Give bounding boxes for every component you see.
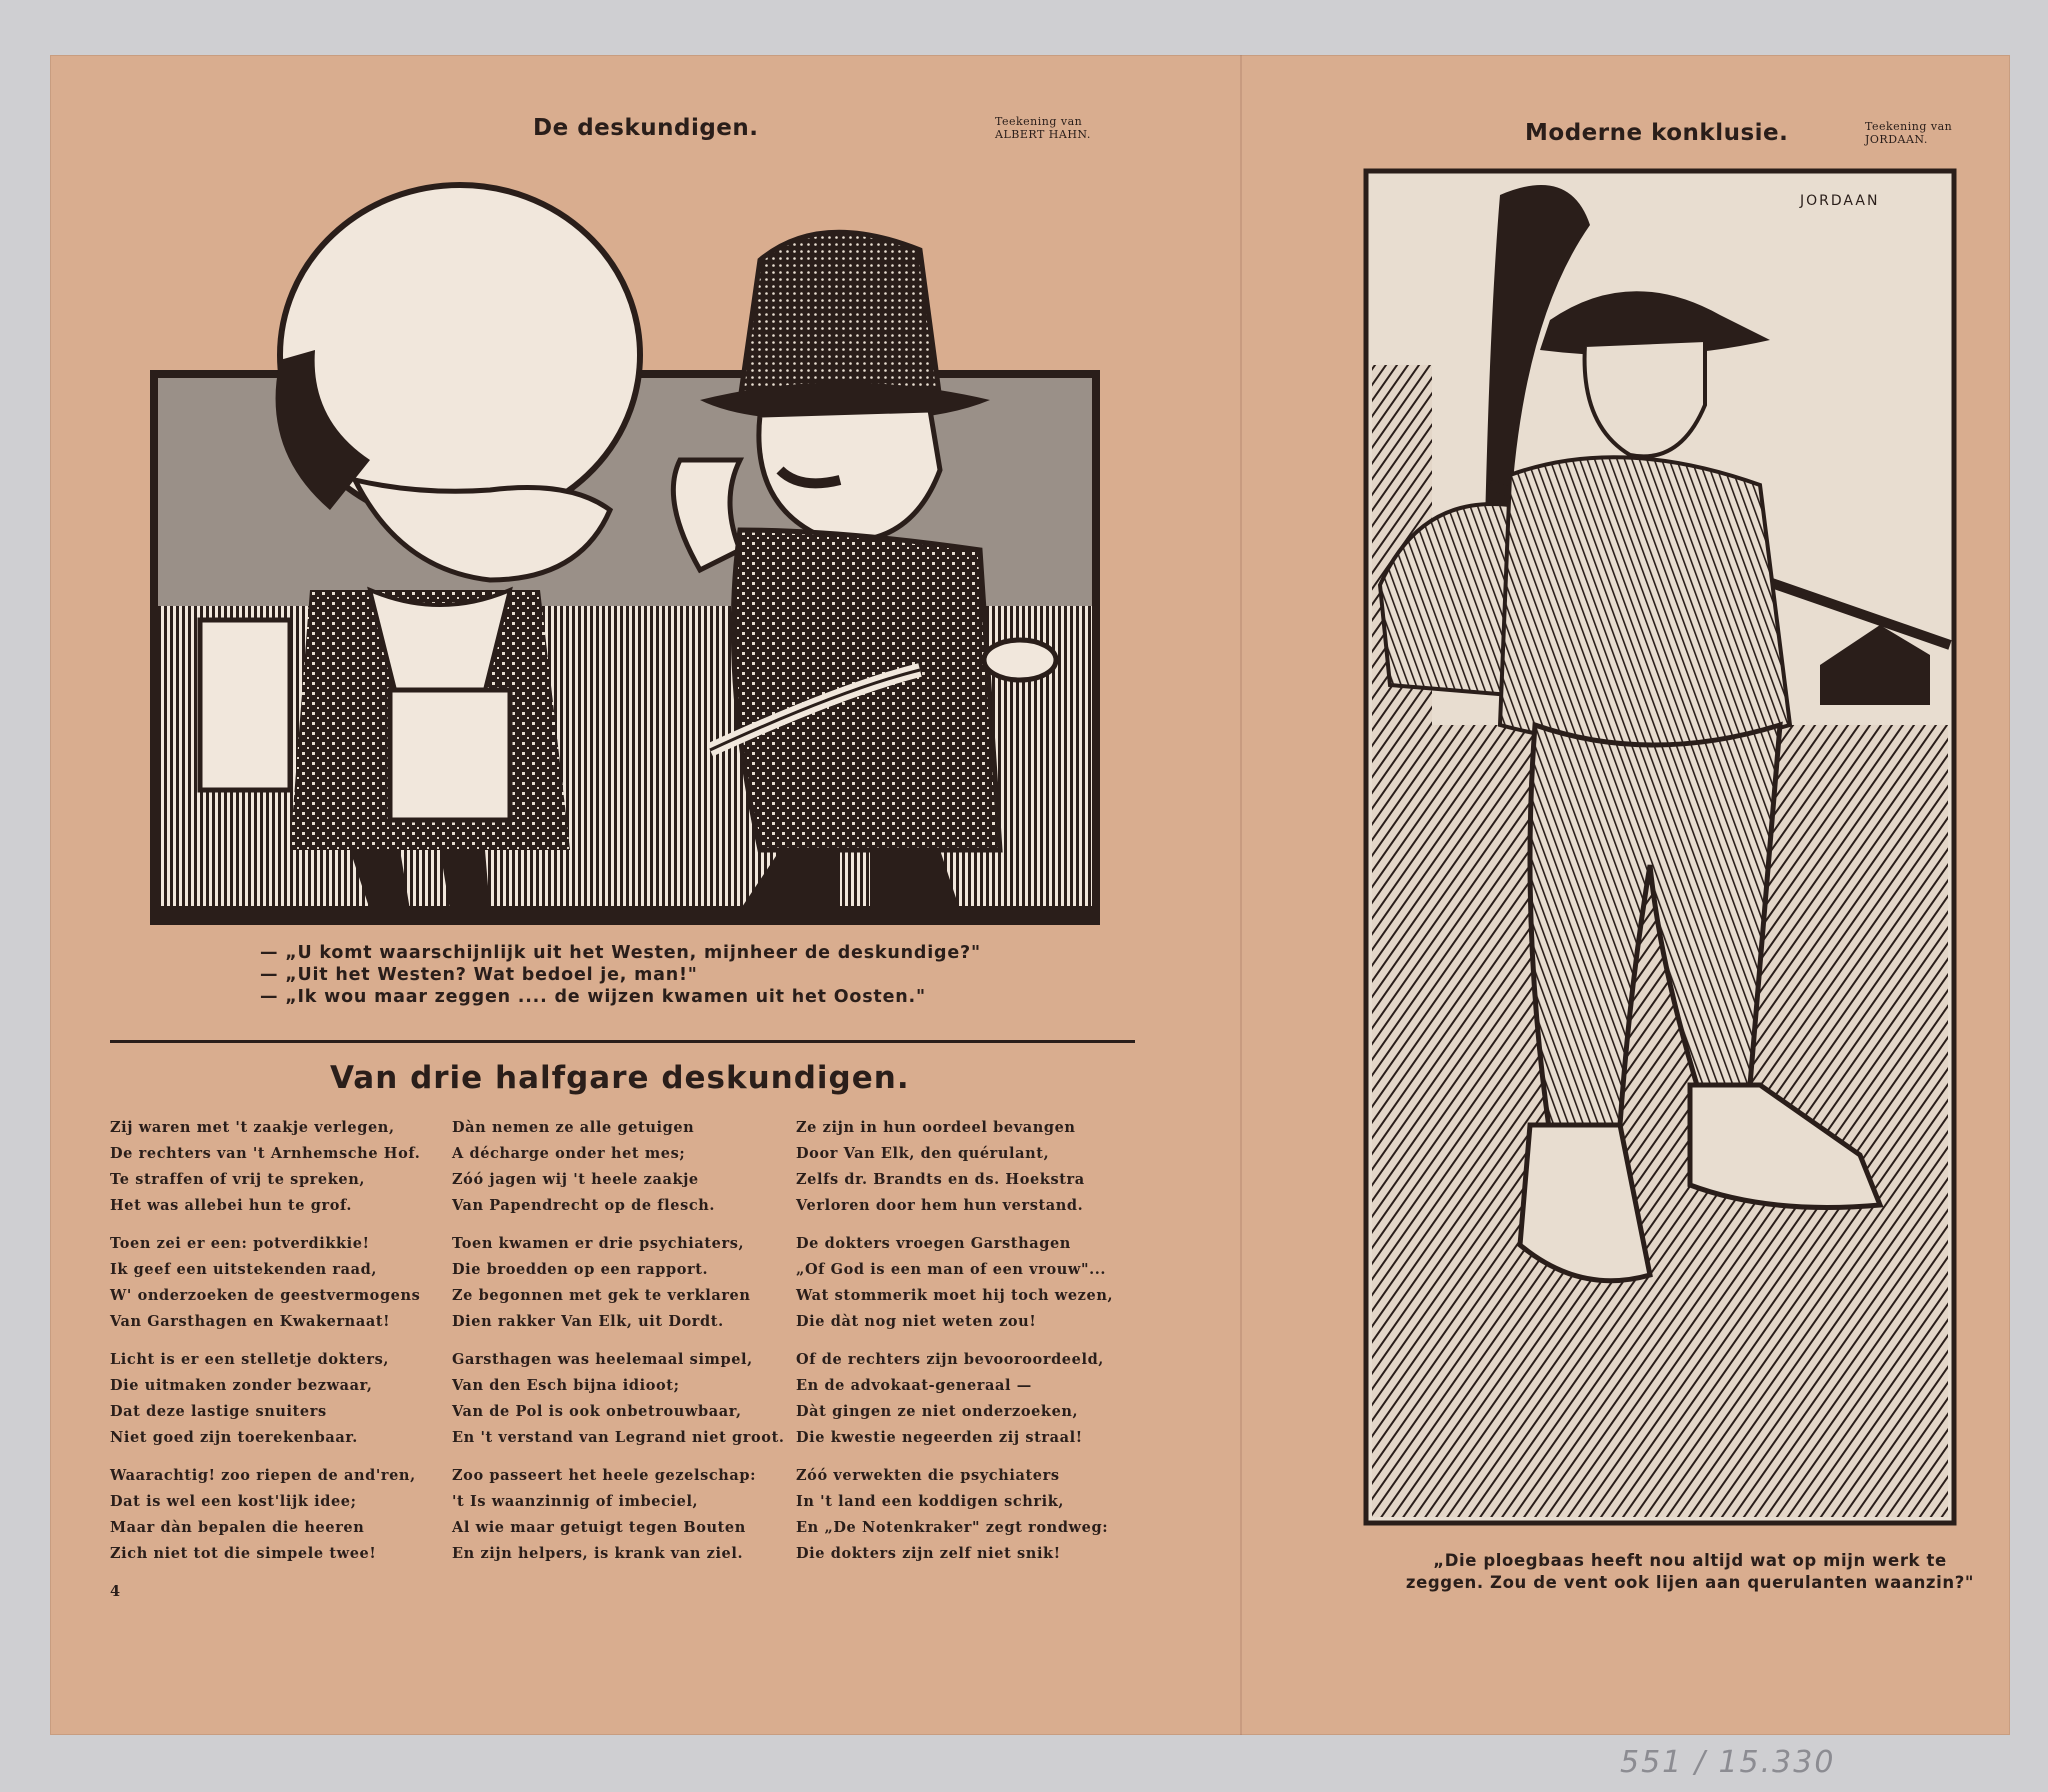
left-credit-line-2: ALBERT HAHN.: [995, 128, 1091, 141]
artist-signature: JORDAAN: [1800, 193, 1880, 209]
right-credit: [1865, 120, 1952, 146]
poem-line: En „De Notenkraker" zegt rondweg:: [796, 1519, 1109, 1536]
poem-stanza: [110, 1347, 420, 1451]
poem-stanza: [796, 1463, 1113, 1567]
poem-stanza: [796, 1115, 1113, 1219]
poem-stanza: [452, 1115, 785, 1219]
inventory-mark: 551 / 15.330: [1620, 1745, 1836, 1780]
poem-line: Ik geef een uitstekenden raad,: [110, 1261, 378, 1278]
left-credit: [995, 115, 1091, 141]
poem-line: Die dàt nog niet weten zou!: [796, 1313, 1037, 1330]
poem-line: Door Van Elk, den quérulant,: [796, 1145, 1050, 1162]
poem-column-2: [452, 1115, 785, 1579]
poem-line: Verloren door hem hun verstand.: [796, 1197, 1084, 1214]
poem-line: „Of God is een man of een vrouw"...: [796, 1261, 1107, 1278]
caption-line-2: — „Uit het Westen? Wat bedoel je, man!": [260, 965, 698, 985]
poem-line: Dàt gingen ze niet onderzoeken,: [796, 1403, 1079, 1420]
poem-stanza: [110, 1463, 420, 1567]
right-cartoon-illustration: [1360, 165, 1960, 1535]
poem-line: W' onderzoeken de geestvermogens: [110, 1287, 421, 1304]
left-cartoon-title: De deskundigen.: [533, 115, 759, 141]
poem-column-3: [796, 1115, 1113, 1579]
poem-line: Dàn nemen ze alle getuigen: [452, 1119, 695, 1136]
right-caption: [1380, 1550, 2000, 1594]
poem-line: Dien rakker Van Elk, uit Dordt.: [452, 1313, 724, 1330]
left-caption: [260, 942, 981, 1008]
poem-line: Dat is wel een kost'lijk idee;: [110, 1493, 357, 1510]
poem-line: Licht is er een stelletje dokters,: [110, 1351, 390, 1368]
right-caption-line-2: zeggen. Zou de vent ook lijen aan querulanten waanzin?": [1405, 1573, 1975, 1592]
poem-line: Van den Esch bijna idioot;: [452, 1377, 680, 1394]
poem-line: Die kwestie negeerden zij straal!: [796, 1429, 1083, 1446]
poem-line: Die uitmaken zonder bezwaar,: [110, 1377, 373, 1394]
poem-line: Die dokters zijn zelf niet snik!: [796, 1545, 1061, 1562]
right-credit-line-2: JORDAAN.: [1865, 133, 1928, 146]
poem-line: Al wie maar getuigt tegen Bouten: [452, 1519, 746, 1536]
poem-line: Ze begonnen met gek te verklaren: [452, 1287, 751, 1304]
poem-line: De rechters van 't Arnhemsche Hof.: [110, 1145, 421, 1162]
poem-line: Maar dàn bepalen die heeren: [110, 1519, 365, 1536]
newspaper-sheet: [50, 55, 2010, 1735]
poem-line: Niet goed zijn toerekenbaar.: [110, 1429, 358, 1446]
section-divider: [110, 1040, 1135, 1043]
caption-line-1: — „U komt waarschijnlijk uit het Westen, mijnheer de deskundige?": [260, 943, 981, 963]
poem-line: Van de Pol is ook onbetrouwbaar,: [452, 1403, 742, 1420]
poem-stanza: [796, 1347, 1113, 1451]
poem-line: Zóó verwekten die psychiaters: [796, 1467, 1060, 1484]
left-cartoon-illustration: [140, 150, 1160, 925]
poem-line: A décharge onder het mes;: [452, 1145, 686, 1162]
poem-line: Ze zijn in hun oordeel bevangen: [796, 1119, 1076, 1136]
poem-stanza: [452, 1347, 785, 1451]
poem-line: Zóó jagen wij 't heele zaakje: [452, 1171, 699, 1188]
poem-line: Het was allebei hun te grof.: [110, 1197, 352, 1214]
right-credit-line-1: Teekening van: [1865, 120, 1953, 133]
page-number: 4: [110, 1583, 121, 1600]
caption-line-3: — „Ik wou maar zeggen .... de wijzen kwamen uit het Oosten.": [260, 987, 926, 1007]
poem-line: Zij waren met 't zaakje verlegen,: [110, 1119, 395, 1136]
poem-line: Zoo passeert het heele gezelschap:: [452, 1467, 757, 1484]
poem-line: Van Garsthagen en Kwakernaat!: [110, 1313, 391, 1330]
center-fold: [1240, 55, 1242, 1735]
poem-line: In 't land een koddigen schrik,: [796, 1493, 1065, 1510]
poem-line: Dat deze lastige snuiters: [110, 1403, 327, 1420]
poem-line: En zijn helpers, is krank van ziel.: [452, 1545, 744, 1562]
poem-line: Die broedden op een rapport.: [452, 1261, 709, 1278]
poem-line: Zelfs dr. Brandts en ds. Hoekstra: [796, 1171, 1085, 1188]
poem-line: Waarachtig! zoo riepen de and'ren,: [110, 1467, 416, 1484]
poem-stanza: [452, 1231, 785, 1335]
poem-stanza: [452, 1463, 785, 1567]
right-caption-line-1: „Die ploegbaas heeft nou altijd wat op mijn werk te: [1433, 1551, 1947, 1570]
poem-line: Toen zei er een: potverdikkie!: [110, 1235, 370, 1252]
poem-stanza: [110, 1115, 420, 1219]
poem-stanza: [110, 1231, 420, 1335]
poem-line: En de advokaat-generaal —: [796, 1377, 1032, 1394]
poem-line: Van Papendrecht op de flesch.: [452, 1197, 716, 1214]
poem-stanza: [796, 1231, 1113, 1335]
poem-line: Of de rechters zijn bevooroordeeld,: [796, 1351, 1104, 1368]
poem-line: Garsthagen was heelemaal simpel,: [452, 1351, 753, 1368]
poem-line: Zich niet tot die simpele twee!: [110, 1545, 377, 1562]
poem-line: Wat stommerik moet hij toch wezen,: [796, 1287, 1114, 1304]
poem-line: Te straffen of vrij te spreken,: [110, 1171, 366, 1188]
poem-title: Van drie halfgare deskundigen.: [330, 1060, 910, 1096]
left-credit-line-1: Teekening van: [995, 115, 1083, 128]
poem-line: En 't verstand van Legrand niet groot.: [452, 1429, 785, 1446]
poem-line: 't Is waanzinnig of imbeciel,: [452, 1493, 699, 1510]
poem-line: Toen kwamen er drie psychiaters,: [452, 1235, 745, 1252]
poem-line: De dokters vroegen Garsthagen: [796, 1235, 1071, 1252]
poem-column-1: [110, 1115, 420, 1605]
right-cartoon-title: Moderne konklusie.: [1525, 120, 1789, 146]
